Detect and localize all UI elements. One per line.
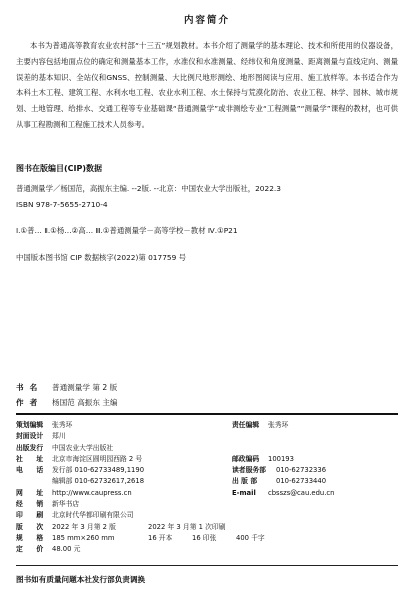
cover-value: 郑川 bbox=[52, 432, 66, 441]
price-key: 定 价 bbox=[16, 545, 44, 554]
distributor-row bbox=[16, 499, 246, 510]
phone-key: 电 话 bbox=[16, 466, 44, 475]
website-key: 网 址 bbox=[16, 488, 44, 497]
cover-key: 封面设计 bbox=[16, 432, 44, 441]
cover-row bbox=[16, 431, 246, 442]
editor-value: 张秀环 bbox=[268, 421, 289, 429]
book-author-line bbox=[16, 397, 118, 408]
address-value: 北京市海淀区圆明园西路 2 号 bbox=[52, 454, 143, 463]
reader-service-value: 010-62732336 bbox=[276, 466, 327, 475]
cip-classification: Ⅰ.①普… Ⅱ.①杨…②高… Ⅲ.①普通测量学－高等学校－教材 Ⅳ.①P21 bbox=[16, 226, 238, 236]
publisher-value: 中国农业大学出版社 bbox=[52, 443, 114, 452]
spec-words: 400 千字 bbox=[236, 533, 265, 542]
distributor-key: 经 销 bbox=[16, 500, 44, 509]
spec-row bbox=[16, 533, 265, 544]
distributor-value: 新华书店 bbox=[52, 500, 80, 509]
footer-notice: 图书如有质量问题本社发行部负责调换 bbox=[16, 575, 146, 584]
planner-key: 策划编辑 bbox=[16, 421, 44, 429]
reader-service-row bbox=[232, 465, 402, 476]
book-author-value: 杨国范 高振东 主编 bbox=[52, 398, 118, 407]
edition-key: 版 次 bbox=[16, 522, 44, 531]
book-title-value: 普通测量学 第 2 版 bbox=[52, 383, 118, 392]
reader-service-key: 读者服务部 bbox=[232, 466, 266, 475]
website-link[interactable]: http://www.caupress.cn bbox=[52, 488, 132, 497]
postal-key: 邮政编码 bbox=[232, 454, 260, 463]
cip-title: 图书在版编目(CIP)数据 bbox=[16, 164, 103, 173]
publishing-dept-key: 出 版 部 bbox=[232, 477, 258, 486]
cip-block bbox=[16, 181, 398, 266]
summary-title: 内容简介 bbox=[183, 15, 230, 26]
book-title-line bbox=[16, 382, 117, 393]
address-key: 社 址 bbox=[16, 454, 44, 463]
edition-row bbox=[16, 522, 246, 533]
cip-number: 中国版本图书馆 CIP 数据核字(2022)第 017759 号 bbox=[16, 252, 187, 262]
summary-paragraph: 本书为普通高等教育农业农村部“十三五”规划教材。本书介绍了测量学的基本理论、技术和所使用的仪器设备，主要内容包括地面点位的确定和测量基本工作，水准仪和水准测量、经纬仪和角度测量、距离测量与直线定向、测量误差的基本知识、全站仪和GNSS、控制测量、大比例尺地形测绘、地形图阅读与应用、施工放样等。本书适合作为本科土木工程、建筑工程、水利水电工程、农业水利工程、水土保持与荒漠化防治、农业工程、林学、园林、城市规划、土地管理、给排水、交通工程等专业基础课“普通测量学”或非测绘专业“工程测量”“测量学”课程的教材，也可供从事工程勘测和工程施工技术人员参考。 bbox=[16, 41, 398, 129]
email-row bbox=[232, 488, 402, 499]
email-key: E-mail bbox=[232, 488, 256, 497]
contact-info bbox=[232, 420, 402, 499]
spec-format: 16 开本 bbox=[148, 533, 173, 542]
planner-value: 张秀环 bbox=[52, 421, 73, 429]
printer-value: 北京时代华都印刷有限公司 bbox=[52, 511, 134, 520]
price-row bbox=[16, 544, 246, 555]
postal-row bbox=[232, 454, 402, 465]
website-row bbox=[16, 488, 246, 499]
book-title-key: 书名 bbox=[16, 383, 44, 392]
phone-sales: 发行部 010-62733489,1190 bbox=[52, 466, 145, 475]
printer-row bbox=[16, 510, 246, 521]
phone-editorial: 编辑部 010-62732617,2618 bbox=[52, 477, 145, 486]
spec-sheets: 16 印张 bbox=[192, 533, 217, 542]
editor-row bbox=[232, 420, 402, 431]
publishing-dept-value: 010-62733440 bbox=[276, 477, 327, 486]
spec-key: 规 格 bbox=[16, 533, 44, 542]
email-value[interactable]: cbsszs@cau.edu.cn bbox=[268, 488, 335, 497]
publishing-dept-row bbox=[232, 476, 402, 487]
publisher-row bbox=[16, 443, 246, 454]
printer-key: 印 刷 bbox=[16, 511, 44, 520]
planner-row bbox=[16, 420, 246, 431]
divider-top bbox=[16, 413, 398, 415]
book-author-key: 作者 bbox=[16, 398, 44, 407]
phone-row-2 bbox=[16, 476, 246, 487]
address-row bbox=[16, 454, 246, 465]
divider-bottom bbox=[16, 565, 398, 566]
price-value: 48.00 元 bbox=[52, 545, 81, 554]
cip-isbn: ISBN 978-7-5655-2710-4 bbox=[16, 200, 108, 210]
spec-size: 185 mm×260 mm bbox=[52, 533, 115, 542]
edition-value: 2022 年 3 月第 2 版 bbox=[52, 522, 116, 531]
summary-body bbox=[16, 38, 398, 133]
publisher-key: 出版发行 bbox=[16, 443, 44, 452]
postal-value: 100193 bbox=[268, 454, 294, 463]
editor-key: 责任编辑 bbox=[232, 421, 260, 429]
cip-entry: 普通测量学／杨国范，高振东主编. --2版. --北京：中国农业大学出版社，2022.3 bbox=[16, 184, 281, 193]
phone-row bbox=[16, 465, 246, 476]
printing-value: 2022 年 3 月第 1 次印刷 bbox=[148, 522, 226, 531]
